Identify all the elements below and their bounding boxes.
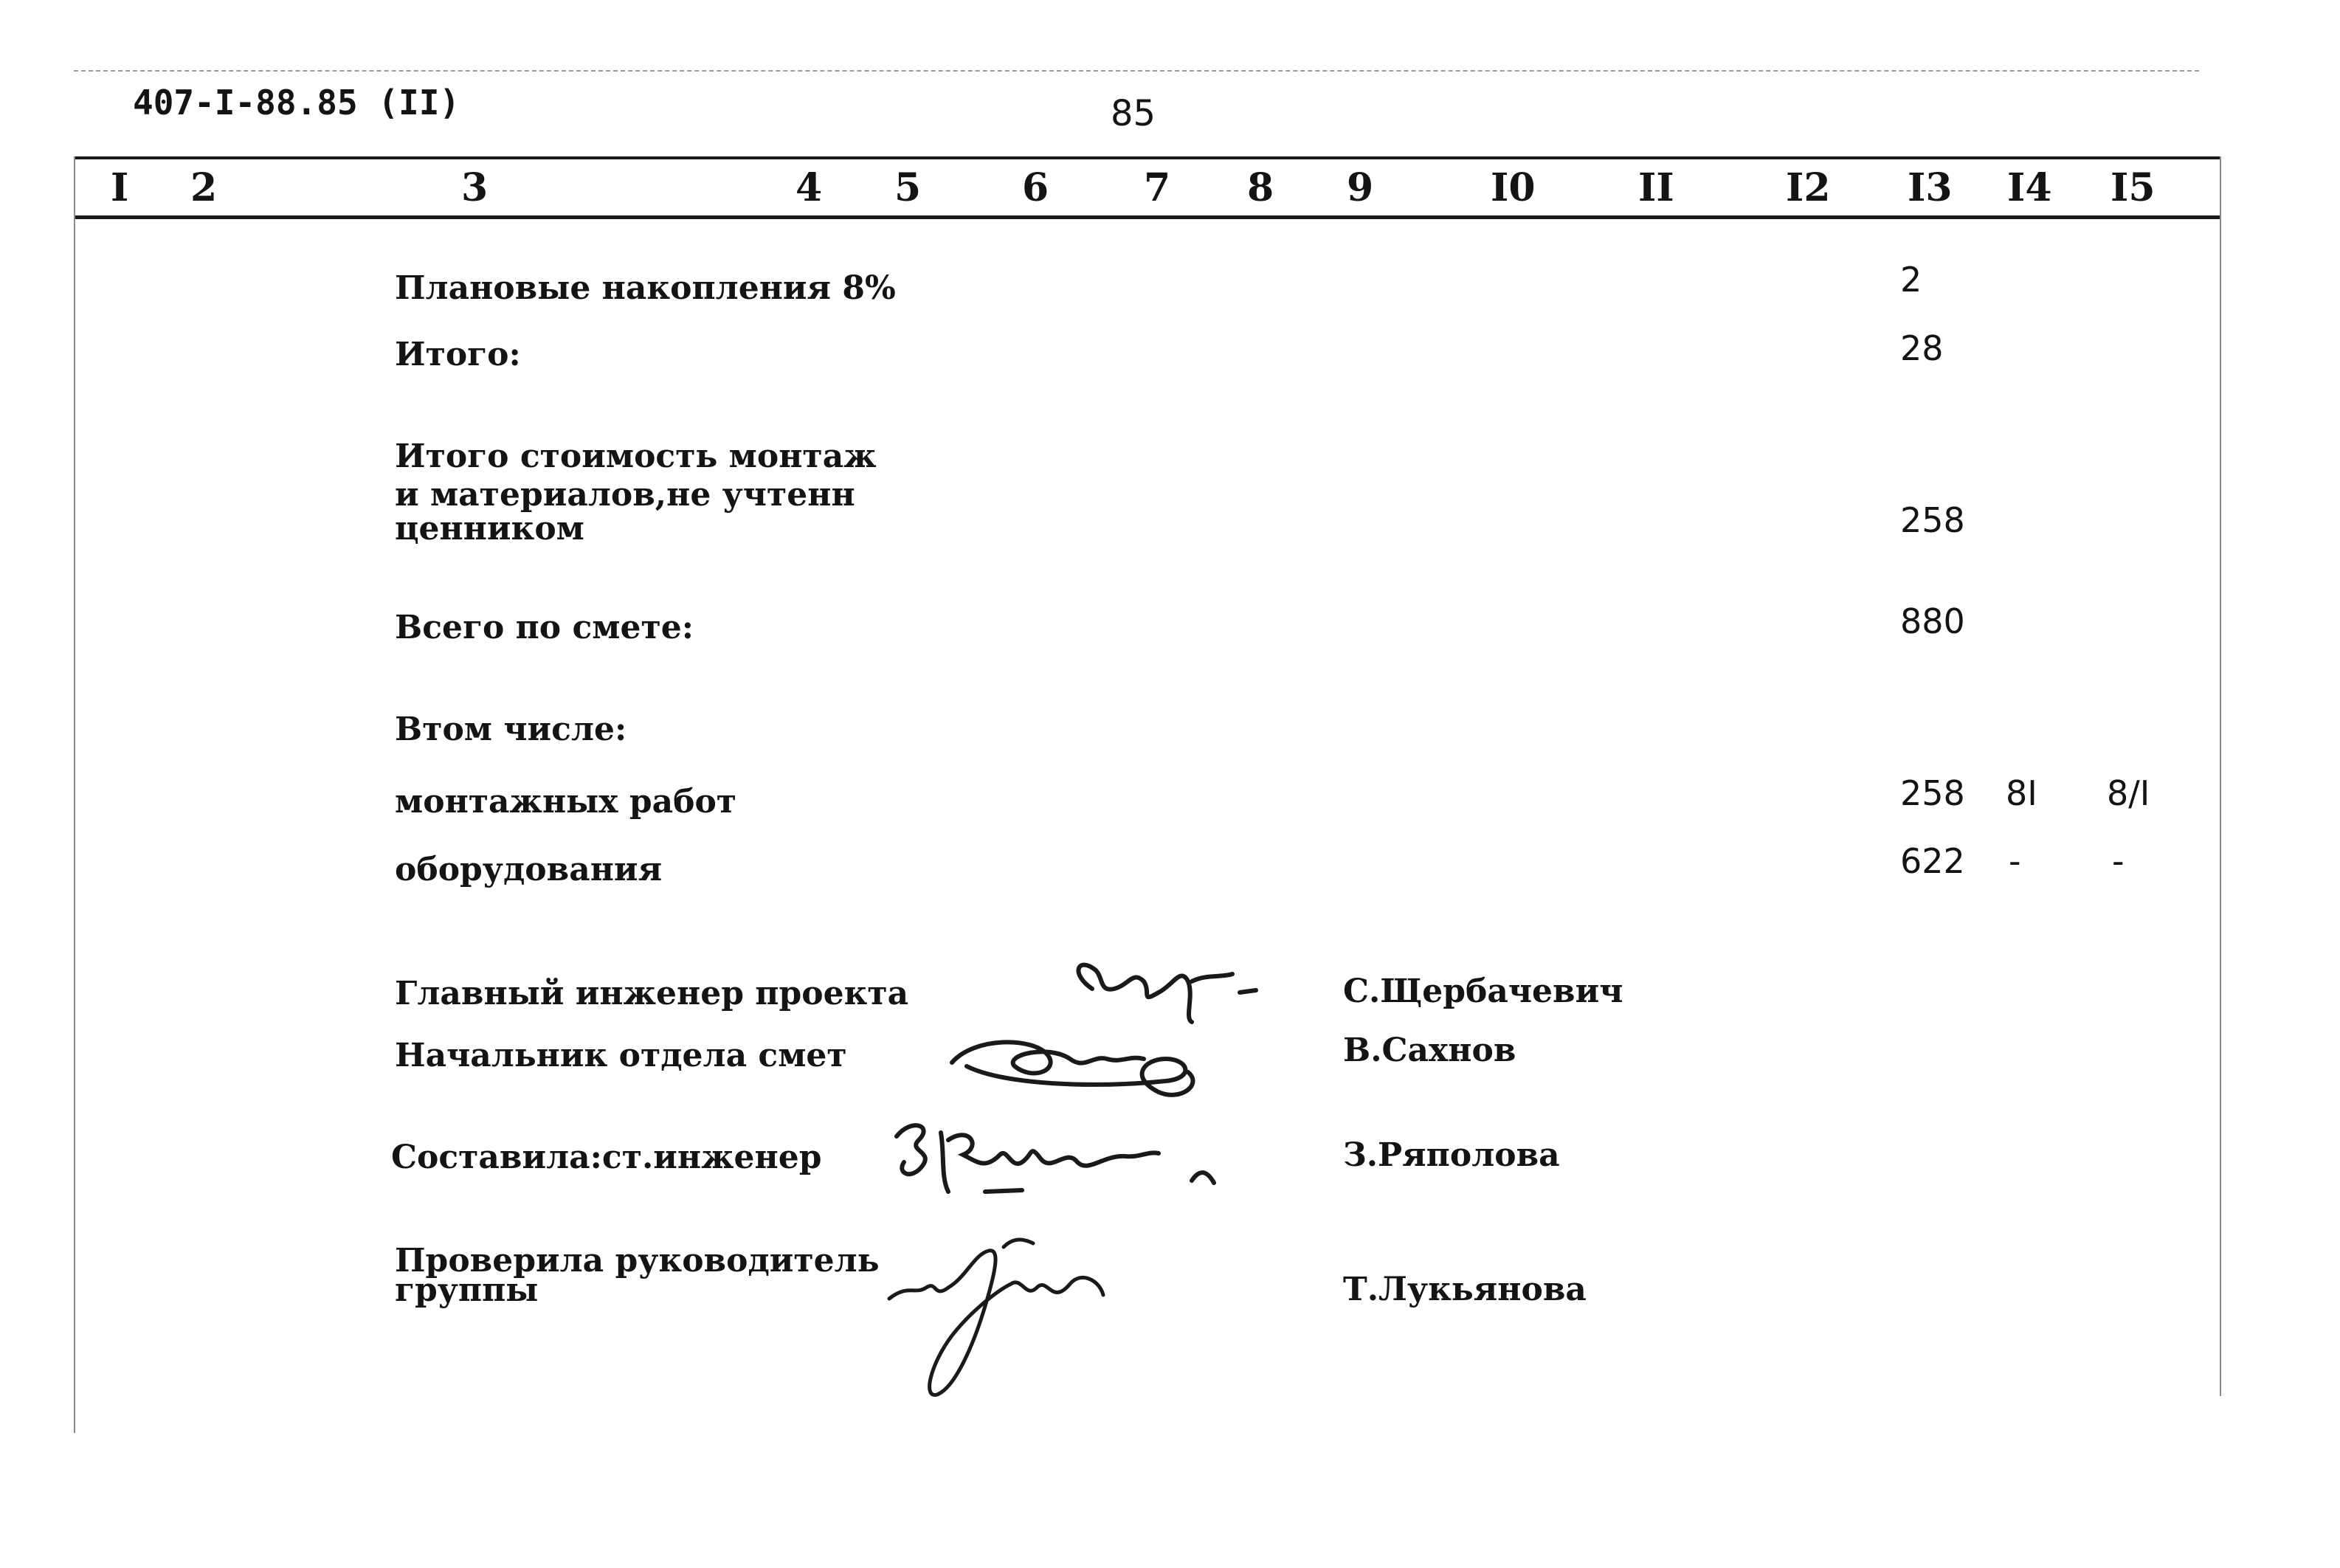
row-label-not-accounted-2: и материалов,не учтенн — [395, 476, 855, 514]
column-number-8: 8 — [1247, 165, 1274, 210]
cell-installation-col14: 8I — [2006, 773, 2037, 813]
estimates-head-name: В.Сахнов — [1343, 1032, 1516, 1069]
chief-engineer-name: С.Щербачевич — [1343, 973, 1623, 1010]
column-number-13: I3 — [1908, 165, 1953, 210]
header-dotted-line — [74, 70, 2199, 72]
cell-grand-total-col13: 880 — [1900, 601, 1965, 641]
compiled-by-name: З.Ряполова — [1343, 1136, 1560, 1174]
table-right-border — [2220, 156, 2221, 1396]
row-label-subtotal: Итого: — [395, 336, 521, 373]
column-number-15: I5 — [2111, 165, 2156, 210]
cell-installation-col15: 8/I — [2107, 773, 2150, 813]
row-label-not-accounted-3: ценником — [395, 510, 584, 548]
page-number: 85 — [1111, 93, 1156, 134]
checked-by-title-2: группы — [395, 1271, 539, 1309]
estimates-head-title: Начальник отдела смет — [395, 1037, 847, 1074]
table-header-bottom-rule — [74, 215, 2221, 219]
cell-equipment-col15: - — [2112, 841, 2125, 881]
column-number-5: 5 — [894, 165, 922, 210]
column-number-1: I — [111, 165, 129, 210]
row-label-including: Втом числе: — [395, 711, 627, 748]
row-label-not-accounted-1: Итого стоимость монтаж — [395, 438, 877, 475]
checked-by-name: Т.Лукьянова — [1343, 1271, 1587, 1308]
row-label-equipment: оборудования — [395, 851, 663, 888]
column-number-2: 2 — [190, 165, 218, 210]
checked-by-signature — [886, 1225, 1136, 1409]
column-number-12: I2 — [1786, 165, 1831, 210]
estimates-head-signature — [945, 1015, 1225, 1111]
row-label-installation: монтажных работ — [395, 783, 737, 821]
column-number-9: 9 — [1347, 165, 1374, 210]
document-code: 407-I-88.85 (II) — [133, 83, 460, 122]
compiled-by-signature — [882, 1111, 1266, 1221]
row-label-grand-total: Всего по смете: — [395, 609, 694, 646]
column-number-7: 7 — [1144, 165, 1171, 210]
column-number-3: 3 — [461, 165, 489, 210]
cell-not-accounted-col13: 258 — [1900, 500, 1965, 540]
chief-engineer-title: Главный инженер проекта — [395, 975, 909, 1012]
cell-equipment-col14: - — [2009, 841, 2021, 881]
column-number-14: I4 — [2007, 165, 2052, 210]
column-number-4: 4 — [795, 165, 823, 210]
table-left-border — [74, 156, 75, 1433]
compiled-by-title: Составила:ст.инженер — [391, 1139, 822, 1176]
cell-installation-col13: 258 — [1900, 773, 1965, 813]
column-number-6: 6 — [1022, 165, 1049, 210]
column-number-10: I0 — [1491, 165, 1536, 210]
cell-planned-savings-col13: 2 — [1900, 260, 1922, 300]
column-number-11: II — [1638, 165, 1674, 210]
table-top-rule — [74, 156, 2221, 159]
cell-equipment-col13: 622 — [1900, 841, 1965, 881]
checked-by-title-1: Проверила руководитель — [395, 1242, 880, 1279]
cell-subtotal-col13: 28 — [1900, 328, 1944, 368]
row-label-planned-savings: Плановые накопления 8% — [395, 269, 896, 307]
